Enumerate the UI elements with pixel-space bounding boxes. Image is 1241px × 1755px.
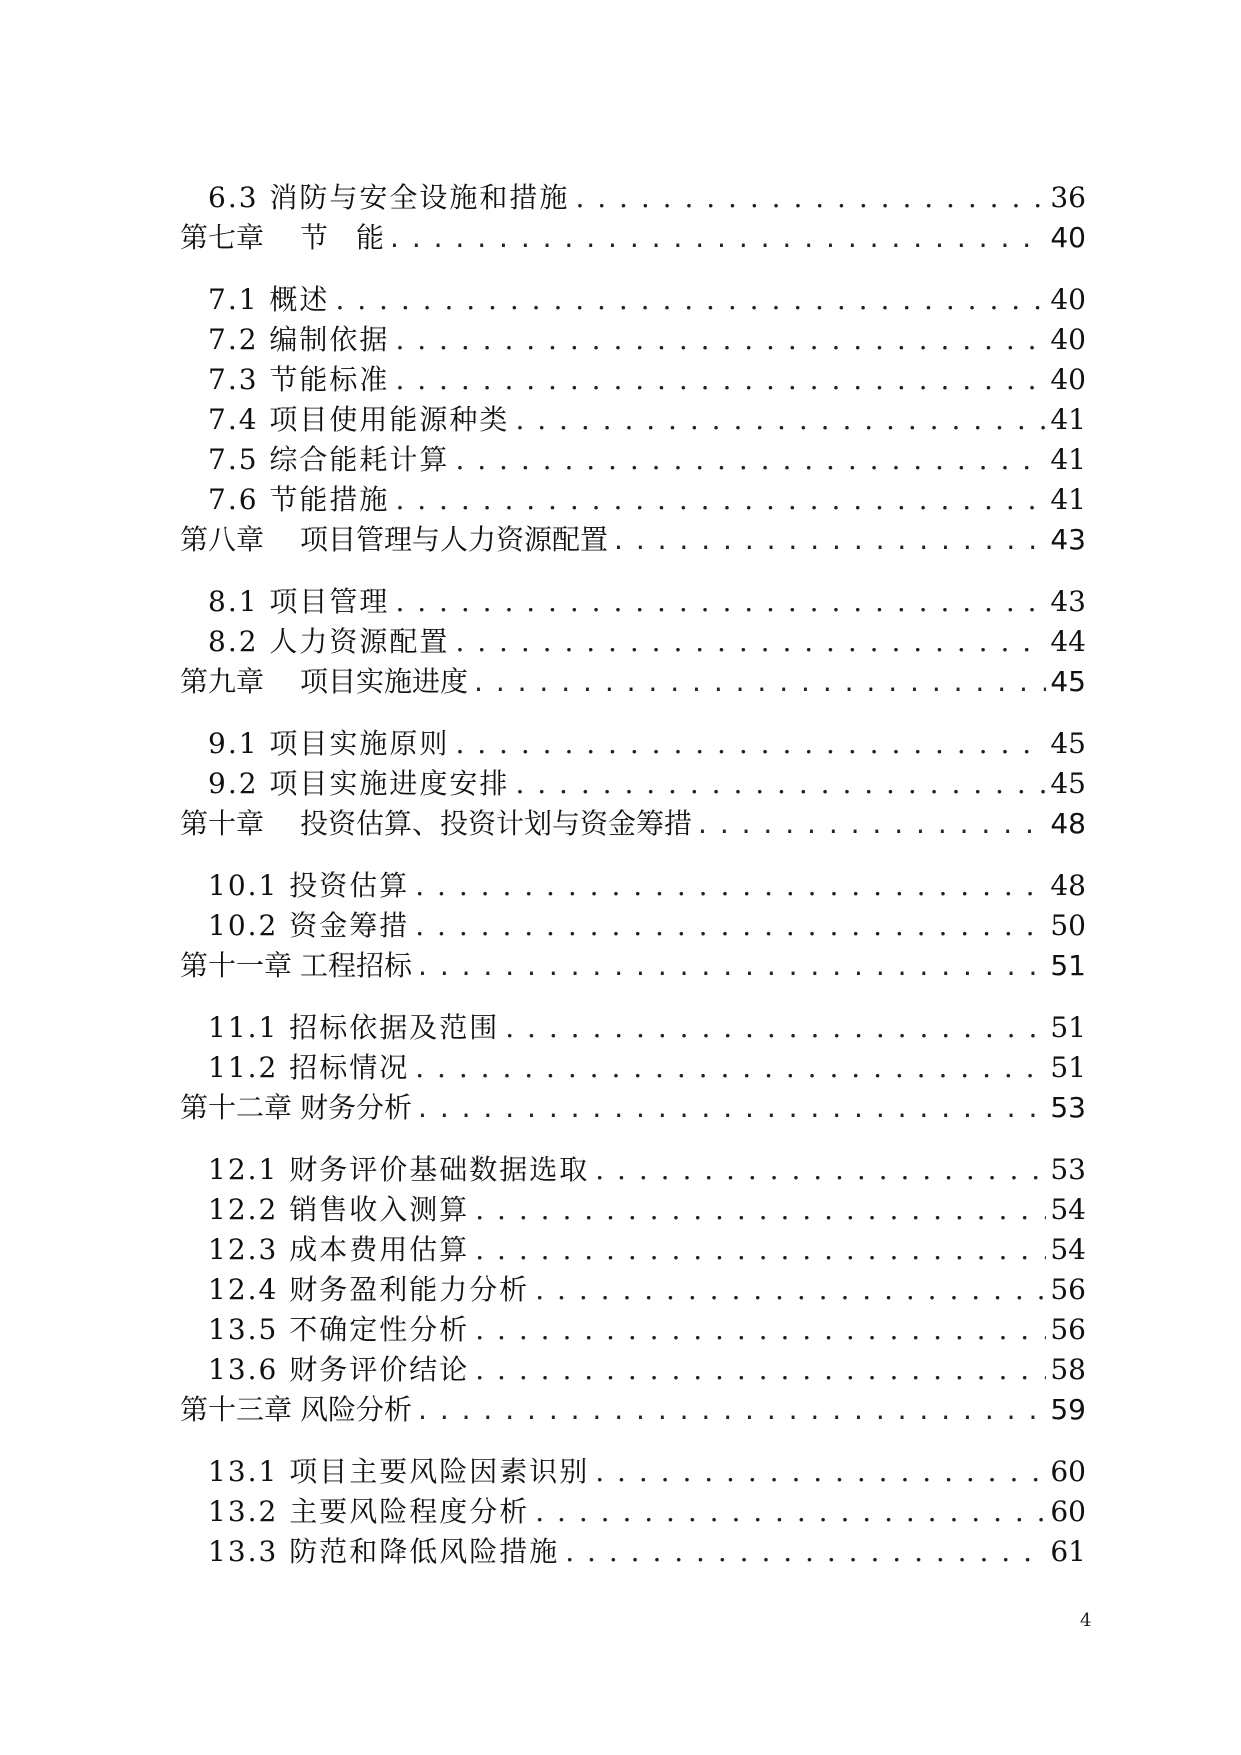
toc-page-number: 48 <box>1050 807 1086 840</box>
dot-leader <box>535 1270 1046 1310</box>
toc-section-title: 7.5 综合能耗计算 <box>208 443 450 476</box>
toc-section-title: 9.2 项目实施进度安排 <box>208 767 510 800</box>
toc-page-number: 41 <box>1050 483 1086 516</box>
toc-section-entry <box>180 622 1086 662</box>
toc-chapter-title <box>180 218 390 258</box>
toc-chapter-entry <box>180 662 1086 702</box>
toc-page-number: 45 <box>1050 767 1086 800</box>
toc-section-title: 10.1 投资估算 <box>208 869 410 902</box>
toc-page-number: 45 <box>1050 665 1086 698</box>
toc-section-entry <box>180 1190 1086 1230</box>
dot-leader <box>395 582 1046 622</box>
toc-section-entry <box>180 360 1086 400</box>
chapter-name: 风险分析 <box>300 1393 413 1426</box>
toc-section-title: 11.1 招标依据及范围 <box>208 1011 500 1044</box>
toc-chapter-title <box>180 1390 418 1430</box>
toc-chapter-title <box>180 804 698 844</box>
toc-page-number: 53 <box>1050 1091 1086 1124</box>
toc-page-number: 50 <box>1050 909 1086 942</box>
toc-page-number: 51 <box>1050 1011 1086 1044</box>
toc-chapter-title <box>180 662 474 702</box>
toc-section-entry <box>180 320 1086 360</box>
toc-section-title: 13.3 防范和降低风险措施 <box>208 1535 560 1568</box>
dot-leader <box>475 1190 1046 1230</box>
toc-section-title: 7.6 节能措施 <box>208 483 390 516</box>
dot-leader <box>565 1532 1046 1572</box>
toc-section-title: 13.6 财务评价结论 <box>208 1353 470 1386</box>
toc-section-entry <box>180 1048 1086 1088</box>
toc-page-number: 36 <box>1050 181 1086 214</box>
toc-chapter-entry <box>180 1390 1086 1430</box>
toc-section-entry <box>180 1150 1086 1190</box>
chapter-number: 第七章 <box>180 221 265 254</box>
dot-leader <box>335 280 1046 320</box>
toc-section-entry <box>180 582 1086 622</box>
toc-page-number: 48 <box>1050 869 1086 902</box>
dot-leader <box>535 1492 1046 1532</box>
dot-leader <box>505 1008 1046 1048</box>
toc-section-title: 12.2 销售收入测算 <box>208 1193 470 1226</box>
toc-page-number: 59 <box>1050 1393 1086 1426</box>
dot-leader <box>475 1350 1046 1390</box>
toc-section-title: 7.2 编制依据 <box>208 323 390 356</box>
toc-chapter-entry <box>180 1088 1086 1128</box>
dot-leader <box>474 662 1046 702</box>
dot-leader <box>415 906 1046 946</box>
dot-leader <box>515 764 1046 804</box>
toc-chapter-entry <box>180 804 1086 844</box>
dot-leader <box>455 622 1046 662</box>
toc-section-title: 7.4 项目使用能源种类 <box>208 403 510 436</box>
chapter-number: 第八章 <box>180 523 265 556</box>
toc-page-number: 60 <box>1050 1495 1086 1528</box>
dot-leader <box>395 480 1046 520</box>
toc-section-entry <box>180 1310 1086 1350</box>
dot-leader <box>418 946 1046 986</box>
toc-page-number: 41 <box>1050 403 1086 436</box>
toc-page-number: 41 <box>1050 443 1086 476</box>
chapter-number: 第十一章 <box>180 949 293 982</box>
dot-leader <box>698 804 1046 844</box>
toc-page-number: 51 <box>1050 949 1086 982</box>
toc-page-number: 43 <box>1050 523 1086 556</box>
toc-section-title: 13.2 主要风险程度分析 <box>208 1495 530 1528</box>
chapter-name: 投资估算、投资计划与资金筹措 <box>300 807 693 840</box>
chapter-number: 第十三章 <box>180 1393 293 1426</box>
toc-page-number: 58 <box>1050 1353 1086 1386</box>
toc-page-number: 56 <box>1050 1273 1086 1306</box>
toc-page-number: 45 <box>1050 727 1086 760</box>
toc-page-number: 53 <box>1050 1153 1086 1186</box>
chapter-number: 第十章 <box>180 807 265 840</box>
dot-leader <box>595 1150 1046 1190</box>
toc-section-title: 12.4 财务盈利能力分析 <box>208 1273 530 1306</box>
chapter-name: 工程招标 <box>300 949 413 982</box>
toc-section-title: 12.1 财务评价基础数据选取 <box>208 1153 590 1186</box>
toc-page-number: 54 <box>1050 1233 1086 1266</box>
toc-section-title: 11.2 招标情况 <box>208 1051 410 1084</box>
toc-section-title: 7.3 节能标准 <box>208 363 390 396</box>
toc-section-entry <box>180 1008 1086 1048</box>
chapter-number: 第九章 <box>180 665 265 698</box>
table-of-contents <box>180 178 1086 1572</box>
toc-page-number: 44 <box>1050 625 1086 658</box>
toc-page-number: 51 <box>1050 1051 1086 1084</box>
dot-leader <box>395 360 1046 400</box>
toc-section-entry <box>180 724 1086 764</box>
chapter-name: 项目管理与人力资源配置 <box>300 523 609 556</box>
toc-page-number: 40 <box>1050 221 1086 254</box>
toc-section-title: 13.5 不确定性分析 <box>208 1313 470 1346</box>
dot-leader <box>614 520 1046 560</box>
toc-page-number: 60 <box>1050 1455 1086 1488</box>
toc-page-number: 43 <box>1050 585 1086 618</box>
toc-page-number: 56 <box>1050 1313 1086 1346</box>
dot-leader <box>418 1390 1046 1430</box>
toc-page-number: 54 <box>1050 1193 1086 1226</box>
dot-leader <box>575 178 1046 218</box>
toc-section-entry <box>180 906 1086 946</box>
toc-section-entry <box>180 1270 1086 1310</box>
toc-section-title: 10.2 资金筹措 <box>208 909 410 942</box>
toc-section-entry <box>180 178 1086 218</box>
chapter-name: 财务分析 <box>300 1091 413 1124</box>
toc-section-title: 9.1 项目实施原则 <box>208 727 450 760</box>
chapter-name: 节 能 <box>300 221 385 254</box>
toc-page-number: 40 <box>1050 363 1086 396</box>
page-number: 4 <box>1080 1610 1092 1631</box>
toc-section-entry <box>180 1532 1086 1572</box>
toc-page-number: 40 <box>1050 283 1086 316</box>
toc-section-entry <box>180 1492 1086 1532</box>
toc-section-title: 8.2 人力资源配置 <box>208 625 450 658</box>
toc-chapter-title <box>180 946 418 986</box>
toc-section-title: 8.1 项目管理 <box>208 585 390 618</box>
toc-section-entry <box>180 1230 1086 1270</box>
toc-section-entry <box>180 480 1086 520</box>
toc-section-title: 6.3 消防与安全设施和措施 <box>208 181 570 214</box>
dot-leader <box>390 218 1046 258</box>
toc-chapter-entry <box>180 218 1086 258</box>
dot-leader <box>475 1230 1046 1270</box>
toc-section-entry <box>180 280 1086 320</box>
dot-leader <box>515 400 1046 440</box>
toc-section-title: 7.1 概述 <box>208 283 330 316</box>
chapter-name: 项目实施进度 <box>300 665 469 698</box>
dot-leader <box>455 440 1046 480</box>
toc-section-entry <box>180 1350 1086 1390</box>
toc-page-number: 61 <box>1050 1535 1086 1568</box>
dot-leader <box>475 1310 1046 1350</box>
toc-section-entry <box>180 440 1086 480</box>
toc-page-number: 40 <box>1050 323 1086 356</box>
dot-leader <box>415 866 1046 906</box>
toc-section-entry <box>180 1452 1086 1492</box>
toc-chapter-title <box>180 520 614 560</box>
dot-leader <box>595 1452 1046 1492</box>
toc-section-entry <box>180 866 1086 906</box>
toc-section-title: 13.1 项目主要风险因素识别 <box>208 1455 590 1488</box>
toc-section-entry <box>180 764 1086 804</box>
dot-leader <box>395 320 1046 360</box>
chapter-number: 第十二章 <box>180 1091 293 1124</box>
toc-chapter-entry <box>180 520 1086 560</box>
toc-section-title: 12.3 成本费用估算 <box>208 1233 470 1266</box>
dot-leader <box>418 1088 1046 1128</box>
toc-section-entry <box>180 400 1086 440</box>
toc-chapter-entry <box>180 946 1086 986</box>
dot-leader <box>415 1048 1046 1088</box>
toc-chapter-title <box>180 1088 418 1128</box>
dot-leader <box>455 724 1046 764</box>
